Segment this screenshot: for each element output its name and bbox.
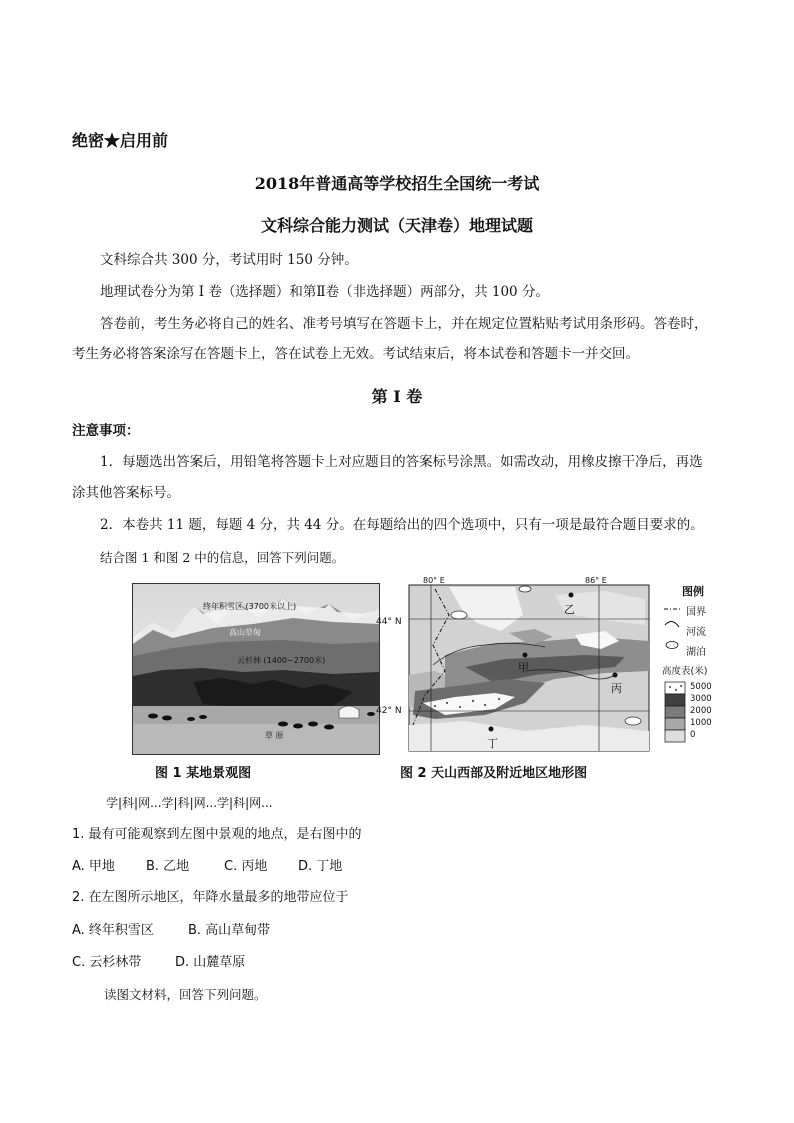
- section-title: 第 I 卷: [371, 387, 423, 406]
- notice-heading: 注意事项：: [72, 423, 140, 439]
- elevation-3000: 3000: [690, 694, 712, 704]
- watermark-text: 学|科|网...学|科|网...学|科|网...: [106, 796, 273, 810]
- figure-1-landscape: [132, 583, 380, 755]
- question-2-option-b: B. 高山草甸带: [188, 923, 271, 938]
- label-spruce-forest: 云杉林 (1400~2700米): [237, 656, 326, 665]
- question-2-stem: 2. 在左图所示地区，年降水量最多的地带应位于: [72, 890, 349, 905]
- question-1-option-b: B. 乙地: [146, 859, 190, 874]
- legend-title: 图例: [682, 585, 704, 598]
- place-yi: 乙: [564, 603, 575, 616]
- elevation-2000: 2000: [690, 706, 712, 716]
- question-1-option-c: C. 丙地: [224, 859, 268, 874]
- notice-item-1: 1．每题选出答案后，用铅笔将答题卡上对应题目的答案标号涂黑。如需改动，用橡皮擦干净后，再选: [100, 454, 703, 470]
- legend-lake: 湖泊: [686, 647, 706, 658]
- map-legend: [662, 583, 742, 755]
- label-grassland: 草 原: [265, 731, 284, 740]
- intro-line-3: 答卷前，考生务必将自己的姓名、准考号填写在答题卡上，并在规定位置粘贴考试用条形码。答卷时，: [100, 316, 708, 332]
- topographic-map: [405, 575, 655, 753]
- instruction-1: 结合图 1 和图 2 中的信息，回答下列问题。: [100, 550, 345, 565]
- lon-label-80: 80° E: [423, 576, 445, 585]
- place-bing: 丙: [611, 682, 622, 695]
- notice-item-1-cont: 涂其他答案标号。: [72, 485, 180, 501]
- confidential-mark: 绝密★启用前: [72, 131, 169, 150]
- elevation-values: [690, 681, 712, 741]
- intro-line-1: 文科综合共 300 分，考试用时 150 分钟。: [100, 252, 358, 268]
- legend-border: 国界: [686, 607, 706, 618]
- place-ding: 丁: [487, 737, 498, 750]
- question-1-stem: 1. 最有可能观察到左图中景观的地点，是右图中的: [72, 827, 362, 842]
- exam-subtitle: 文科综合能力测试（天津卷）地理试题: [260, 216, 533, 235]
- exam-title: 2018年普通高等学校招生全国统一考试: [254, 174, 540, 193]
- question-2-option-d: D. 山麓草原: [175, 955, 246, 970]
- place-jia: 甲: [518, 661, 529, 674]
- lon-label-86: 86° E: [585, 576, 607, 585]
- figure-1-caption: 图 1 某地景观图: [155, 766, 252, 781]
- place-marker-yi: [569, 593, 574, 598]
- notice-item-2: 2．本卷共 11 题，每题 4 分，共 44 分。在每题给出的四个选项中，只有一项是最符合题目要求的。: [100, 517, 704, 533]
- question-2-option-a: A. 终年积雪区: [72, 923, 154, 938]
- landscape-illustration: [133, 584, 379, 754]
- question-1-option-d: D. 丁地: [298, 859, 343, 874]
- place-marker-ding: [489, 727, 494, 732]
- lat-label-44: 44° N: [376, 617, 402, 627]
- question-1-option-a: A. 甲地: [72, 859, 115, 874]
- elevation-1000: 1000: [690, 718, 712, 728]
- place-marker-jia: [523, 653, 528, 658]
- intro-line-2: 地理试卷分为第 I 卷（选择题）和第Ⅱ卷（非选择题）两部分，共 100 分。: [100, 284, 549, 300]
- intro-line-4: 考生务必将答案涂写在答题卡上，答在试卷上无效。考试结束后，将本试卷和答题卡一并交回。: [72, 346, 639, 362]
- lat-label-42: 42° N: [376, 706, 402, 716]
- label-alpine-meadow: 高山草甸: [229, 628, 261, 637]
- legend-symbols: [662, 603, 682, 663]
- label-snow-zone: 终年积雪区 (3700米以上): [203, 602, 297, 611]
- legend-elevation-title: 高度表(米): [662, 666, 708, 677]
- elevation-5000: 5000: [690, 682, 712, 692]
- place-marker-bing: [613, 673, 618, 678]
- elevation-0: 0: [690, 730, 696, 740]
- figure-2-caption: 图 2 天山西部及附近地区地形图: [400, 766, 588, 781]
- elevation-scale: [664, 681, 688, 751]
- legend-river: 河流: [686, 627, 706, 638]
- figure-2-map: [405, 575, 655, 753]
- question-2-option-c: C. 云杉林带: [72, 955, 142, 970]
- instruction-2: 读图文材料，回答下列问题。: [104, 987, 267, 1002]
